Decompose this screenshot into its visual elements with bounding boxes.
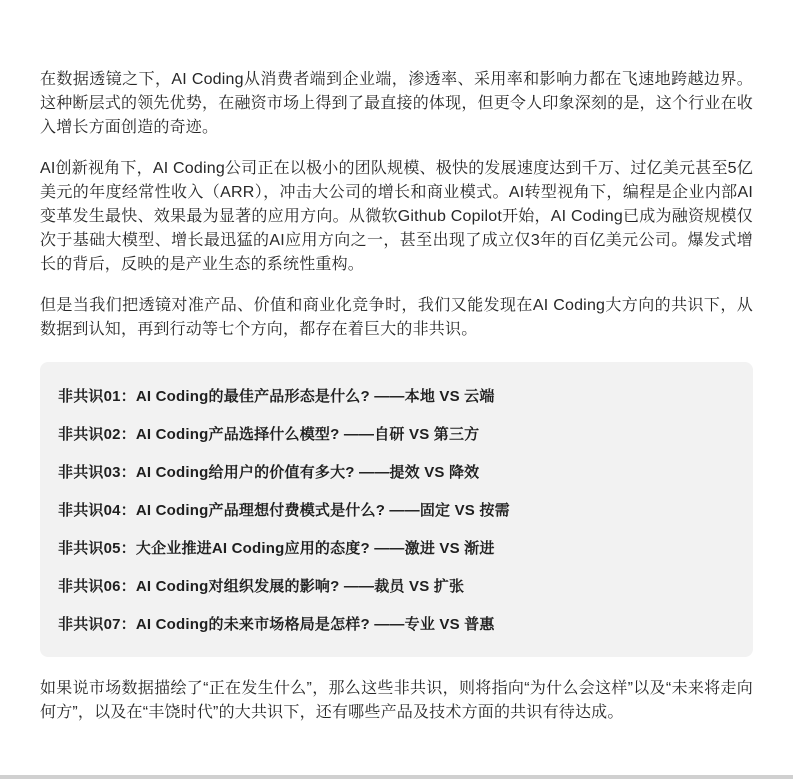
non-consensus-item-01: 非共识01：AI Coding的最佳产品形态是什么? ——本地 VS 云端 bbox=[58, 388, 495, 405]
non-consensus-item-03: 非共识03：AI Coding给用户的价值有多大? ——提效 VS 降效 bbox=[58, 464, 480, 481]
paragraph-intro: 在数据透镜之下，AI Coding从消费者端到企业端，渗透率、采用率和影响力都在飞速地跨越边界。这种断层式的领先优势，在融资市场上得到了最直接的体现，但更令人印象深刻的是，这个行业在收入增长方面创造的奇迹。 bbox=[40, 71, 753, 136]
non-consensus-item-02: 非共识02：AI Coding产品选择什么模型? ——自研 VS 第三方 bbox=[58, 426, 480, 443]
non-consensus-item-06: 非共识06：AI Coding对组织发展的影响? ——裁员 VS 扩张 bbox=[58, 578, 465, 595]
non-consensus-item-05: 非共识05：大企业推进AI Coding应用的态度? ——激进 VS 渐进 bbox=[58, 540, 495, 557]
bottom-divider bbox=[0, 775, 793, 779]
paragraph-closing: 如果说市场数据描绘了“正在发生什么”，那么这些非共识，则将指向“为什么会这样”以及“未来将走向何方”，以及在“丰饶时代”的大共识下，还有哪些产品及技术方面的共识有待达成。 bbox=[40, 680, 753, 721]
paragraph-growth: AI创新视角下，AI Coding公司正在以极小的团队规模、极快的发展速度达到千万、过亿美元甚至5亿美元的年度经常性收入（ARR），冲击大公司的增长和商业模式。AI转型视角下，编程是企业内部AI变革发生最快、效果最为显著的应用方向。从微软Github Copilot开始，AI Coding已成为融资规模仅次于基础大模型、增长最迅猛的AI应用方向之一，甚至出现了成立仅3年的百亿美元公司。爆发式增长的背后，反映的是产业生态的系统性重构。 bbox=[40, 160, 753, 273]
paragraph-transition: 但是当我们把透镜对准产品、价值和商业化竞争时，我们又能发现在AI Coding大方向的共识下，从数据到认知，再到行动等七个方向，都存在着巨大的非共识。 bbox=[40, 297, 753, 338]
non-consensus-box bbox=[40, 362, 753, 657]
non-consensus-item-04: 非共识04：AI Coding产品理想付费模式是什么? ——固定 VS 按需 bbox=[58, 502, 510, 519]
non-consensus-item-07: 非共识07：AI Coding的未来市场格局是怎样? ——专业 VS 普惠 bbox=[58, 616, 495, 633]
